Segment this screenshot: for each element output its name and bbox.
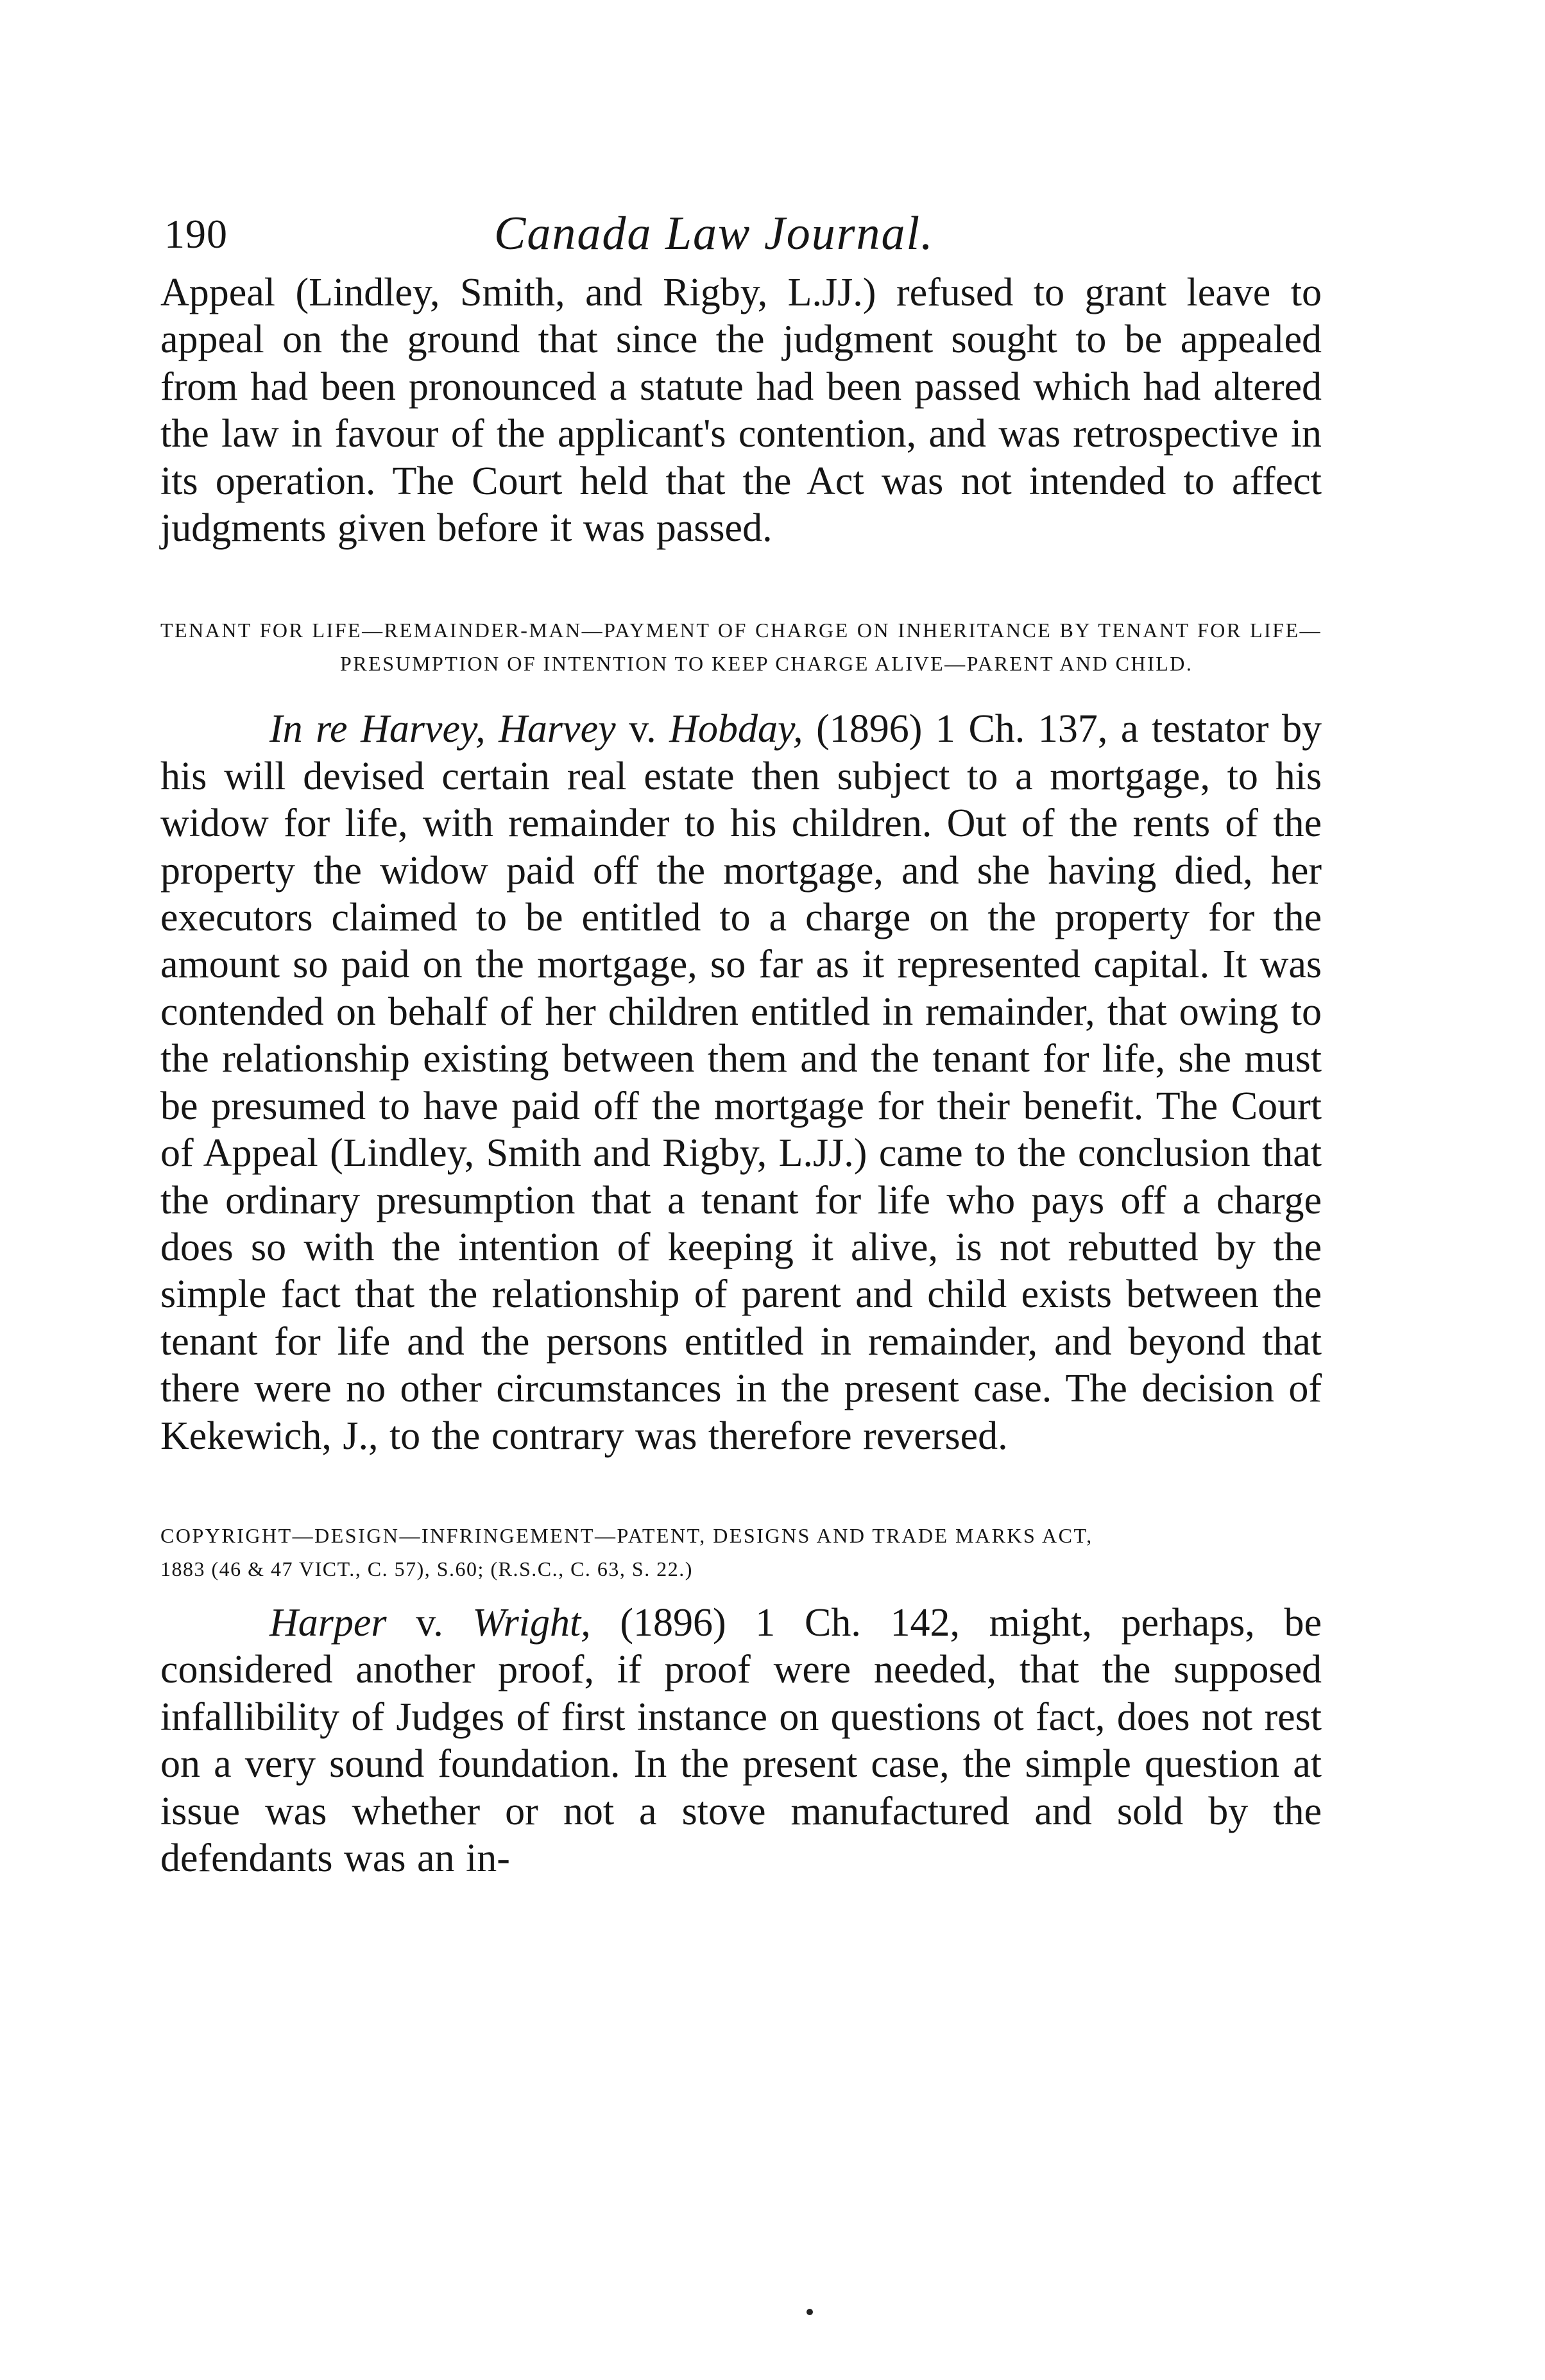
page-header [160, 193, 1322, 270]
heading-line2: 1883 (46 & 47 VICT., C. 57), S.60; (R.S.C., C. 63, S. 22.) [160, 1557, 693, 1580]
case-versus: v. [386, 1600, 473, 1645]
section-heading-copyright [160, 1519, 1322, 1586]
case-text: might, perhaps, be considered another proof, if proof were needed, that the supposed infallibility of Judges of first instance on questions ot fact, does not rest on a very sound foundation. In the present case, the simple question at issue was whether or not a stove manufactured and sold by the defendants was an in- [160, 1600, 1322, 1880]
section-heading-tenant-for-life: TENANT FOR LIFE—REMAINDER-MAN—PAYMENT OF CHARGE ON INHERITANCE BY TENANT FOR LIFE—PRESUMPTION OF INTENTION TO KEEP CHARGE ALIVE—PARENT AND CHILD. [160, 619, 1322, 676]
case-name-part2: Wright, [472, 1600, 591, 1645]
document-page [160, 193, 1322, 1882]
case-versus: v. [615, 707, 670, 751]
case-name-part2: Hobday, [669, 707, 803, 751]
running-title: Canada Law Journal. [494, 207, 934, 260]
paragraph-harvey-v-hobday [160, 706, 1322, 1460]
paragraph-harper-v-wright [160, 1600, 1322, 1882]
paragraph-continuation: Appeal (Lindley, Smith, and Rigby, L.JJ.) refused to grant leave to appeal on the ground that since the judgment sought to be appealed from had been pronounced a statute had been passed which had altered the law in favour of the applicant's contention, and was retrospective in its operation. The Court held that the Act was not intended to affect judgments given before it was passed. [160, 271, 1322, 551]
heading-line1: COPYRIGHT—DESIGN—INFRINGEMENT—PATENT, DESIGNS AND TRADE MARKS ACT, [160, 1523, 1093, 1547]
case-name-part1: In re Harvey, Harvey [269, 707, 616, 751]
case-name-part1: Harper [269, 1600, 387, 1645]
case-citation: (1896) 1 Ch. 142, [590, 1600, 989, 1645]
page-number: 190 [164, 211, 228, 257]
case-text: a testator by his will devised certain real estate then subject to a mortgage, to his widow for life, with remainder to his children. Out of the rents of the property the widow paid off the mortgage, and she having died, her executors claimed to be entitled to a charge on the property for the amount so paid on the mortgage, so far as it represented capital. It was contended on behalf of her children entitled in remainder, that owing to the relationship existing between them and the tenant for life, she must be presumed to have paid off the mortgage for their benefit. The Court of Appeal (Lindley, Smith and Rigby, L.JJ.) came to the conclusion that the ordinary presumption that a tenant for life who pays off a charge does so with the intention of keeping it alive, is not rebutted by the simple fact that the relationship of parent and child exists between the tenant for life and the persons entitled in remainder, and beyond that there were no other circumstances in the present case. The decision of Kekewich, J., to the contrary was therefore reversed. [160, 707, 1322, 1458]
printer-mark [807, 2309, 813, 2315]
case-citation: (1896) 1 Ch. 137, [803, 707, 1121, 751]
